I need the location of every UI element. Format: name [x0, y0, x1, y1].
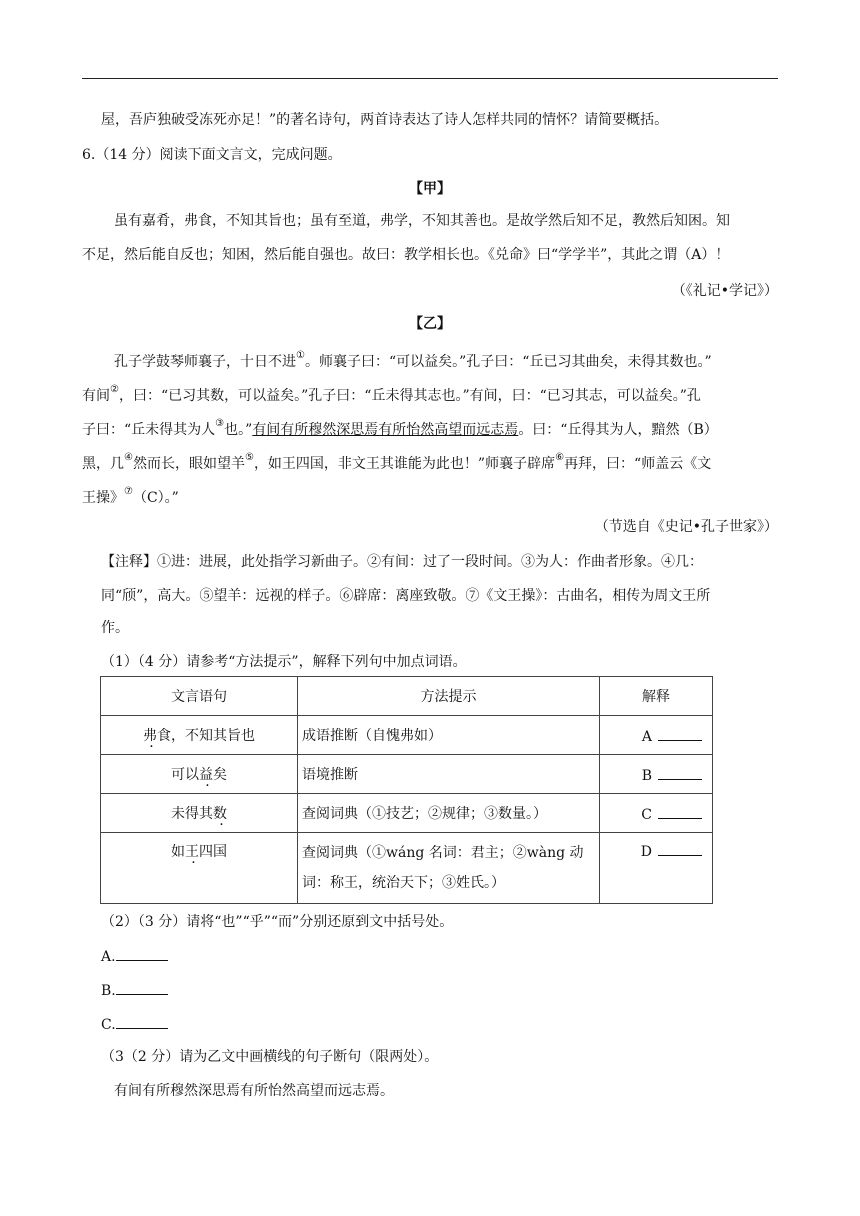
notes-line-3: 作。: [101, 620, 129, 636]
sentence-cell: 未得其数: [101, 794, 298, 833]
table-row: [101, 716, 713, 755]
answer-blank: [658, 765, 702, 780]
note-ref-1: ①: [296, 350, 305, 361]
question-3-sentence: 有间有所穆然深思焉有所怡然高望而远志焉。: [114, 1083, 394, 1099]
method-table: [100, 676, 713, 904]
yi-paragraph-line-4: 黑，几④然而长，眼如望羊⑤，如王四国，非文王其谁能为此也！”师襄子辟席⑥再拜，曰：“师盖云《文: [82, 452, 712, 472]
jia-heading: 【甲】: [409, 181, 451, 197]
table-row: [101, 794, 713, 833]
yi-paragraph-line-3: 子曰：“丘未得其为人③也。”有间有所穆然深思焉有所怡然高望而远志焉。曰：“丘得其为人，黯然（B）: [82, 418, 718, 438]
sentence-cell: 弗食，不知其旨也: [101, 716, 298, 755]
hint-cell: 成语推断（自愧弗如）: [298, 716, 600, 755]
question-3-title: （3（2 分）请为乙文中画横线的句子断句（限两处）。: [101, 1049, 439, 1065]
answer-cell[interactable]: B: [600, 755, 713, 794]
note-ref-2: ②: [110, 384, 119, 395]
answer-B[interactable]: B.: [101, 980, 168, 1001]
sentence-cell: 可以益矣: [101, 755, 298, 794]
note-ref-6: ⑥: [555, 452, 565, 463]
notes-line-1: 【注释】①进：进展，此处指学习新曲子。②有间：过了一段时间。③为人：作曲者形象。④几：: [101, 554, 703, 570]
dotted-word: 数: [213, 806, 227, 822]
dotted-word: 弗: [143, 728, 157, 744]
header-explanation: 解释: [600, 677, 713, 716]
question-6-title: 6.（14 分）阅读下面文言文，完成问题。: [82, 147, 342, 163]
table-row: [101, 833, 713, 904]
jia-paragraph-line-1: 虽有嘉肴，弗食，不知其旨也；虽有至道，弗学，不知其善也。是故学然后知不足，教然后知困。知: [114, 213, 730, 229]
yi-paragraph-line-5: 王操》⑦（C）。”: [82, 486, 179, 506]
answer-blank: [658, 804, 702, 819]
answer-A[interactable]: A.: [101, 946, 168, 967]
question-1-title: （1）（4 分）请参考“方法提示”，解释下列句中加点词语。: [101, 654, 467, 670]
note-ref-3: ③: [215, 418, 225, 429]
header-rule: [82, 78, 778, 79]
answer-blank: [116, 1014, 168, 1029]
answer-cell[interactable]: C: [600, 794, 713, 833]
question-2-title: （2）（3 分）请将“也”“乎”“而”分别还原到文中括号处。: [101, 914, 454, 930]
answer-blank: [116, 946, 168, 961]
notes-line-2: 同“颀”，高大。⑤望羊：远视的样子。⑥辟席：离座致敬。⑦《文王操》：古曲名，相传为周文王所: [101, 588, 711, 604]
answer-C[interactable]: C.: [101, 1014, 168, 1035]
yi-heading: 【乙】: [409, 316, 451, 332]
dotted-word: 益: [199, 767, 213, 783]
note-ref-7: ⑦: [124, 486, 133, 497]
note-ref-5: ⑤: [244, 452, 254, 463]
answer-cell[interactable]: A: [600, 716, 713, 755]
answer-blank: [658, 726, 702, 741]
answer-blank: [116, 980, 168, 995]
header-method: 方法提示: [298, 677, 600, 716]
yi-paragraph-line-2: 有间②，曰：“已习其数，可以益矣。”孔子曰：“丘未得其志也。”有间，曰：“已习其志，可以益矣。”孔: [82, 384, 701, 404]
note-ref-4: ④: [124, 452, 133, 463]
sentence-cell: 如王四国: [101, 833, 298, 904]
yi-source: （节选自《史记•孔子世家》）: [594, 519, 778, 535]
header-sentence: 文言语句: [101, 677, 298, 716]
underlined-sentence: 有间有所穆然深思焉有所怡然高望而远志焉: [252, 422, 519, 438]
intro-line: 屋，吾庐独破受冻死亦足！”的著名诗句，两首诗表达了诗人怎样共同的情怀？请简要概括。: [101, 112, 669, 128]
jia-paragraph-line-2: 不足，然后能自反也；知困，然后能自强也。故曰：教学相长也。《兑命》曰“学学半”，其此之谓（A）！: [82, 247, 730, 263]
dotted-word: 王: [185, 844, 199, 860]
jia-source: （《礼记•学记》）: [671, 283, 778, 299]
hint-cell: 语境推断: [298, 755, 600, 794]
answer-cell[interactable]: D: [600, 833, 713, 904]
answer-blank: [658, 841, 702, 856]
yi-paragraph-line-1: 孔子学鼓琴师襄子，十日不进①。师襄子曰：“可以益矣。”孔子曰：“丘已习其曲矣，未得其数也。”: [114, 350, 712, 370]
hint-cell: 查阅词典（①技艺；②规律；③数量。）: [298, 794, 600, 833]
table-row: [101, 755, 713, 794]
table-header-row: [101, 677, 713, 716]
hint-cell: 查阅词典（①wáng 名词：君主；②wàng 动 词：称王，统治天下；③姓氏。）: [298, 833, 600, 904]
